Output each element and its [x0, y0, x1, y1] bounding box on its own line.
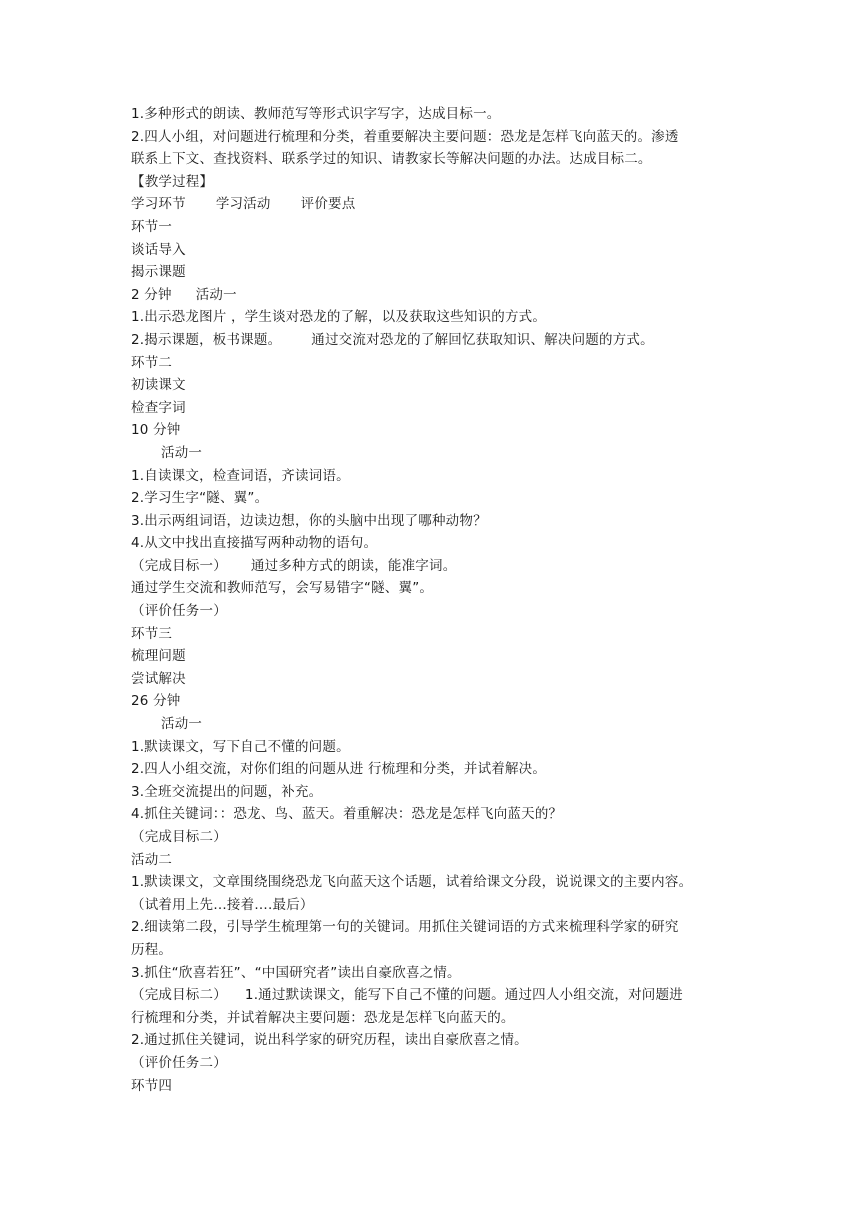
text-line: 行梳理和分类，并试着解决主要问题：恐龙是怎样飞向蓝天的。	[131, 1009, 515, 1026]
text-line: 初读课文	[131, 377, 186, 394]
text-line: 2.四人小组交流，对你们组的问题从进 行梳理和分类，并试着解决。	[131, 761, 547, 778]
text-line: 1.自读课文，检查词语，齐读词语。	[131, 467, 350, 484]
column-header: 学习活动	[215, 196, 271, 213]
evaluation-point: 通过多种方式的朗读，能准字词。	[250, 557, 457, 574]
column-header: 学习环节	[131, 196, 186, 213]
duration: 26 分钟	[131, 693, 181, 710]
duration: 10 分钟	[131, 422, 181, 439]
text-line: 2.学习生字“隧、翼”。	[131, 490, 269, 507]
activity-title: 活动二	[131, 851, 173, 868]
duration: 2 分钟	[131, 286, 172, 303]
text-line: 3.出示两组词语，边读边想，你的头脑中出现了哪种动物？	[131, 512, 487, 529]
text-line: 尝试解决	[131, 670, 186, 687]
text-line: （评价任务二）	[131, 1054, 227, 1071]
section-heading: 【教学过程】	[131, 173, 214, 190]
evaluation-point: 通过交流对恐龙的了解回忆获取知识、解决问题的方式。	[311, 331, 654, 348]
text-line: 谈话导入	[131, 241, 186, 258]
text-line: 1.默读课文，写下自己不懂的问题。	[131, 738, 350, 755]
activity-title: 活动一	[161, 716, 203, 733]
text-line: 2.四人小组，对问题进行梳理和分类，着重要解决主要问题：恐龙是怎样飞向蓝天的。渗透	[131, 128, 679, 145]
text-line: 3.抓住“欣喜若狂”、“中国研究者”读出自豪欣喜之情。	[131, 964, 461, 981]
text-line: 检查字词	[131, 399, 186, 416]
duration-activity-row	[131, 284, 736, 307]
column-header: 评价要点	[300, 196, 356, 213]
stage-title: 环节一	[131, 218, 173, 235]
text-line: 1.多种形式的朗读、教师范写等形式识字写字，达成目标一。	[131, 106, 501, 122]
activity-title: 活动一	[161, 444, 203, 461]
text-line: 2.揭示课题，板书课题。 通过交流对恐龙的了解回忆获取知识、解决问题的方式。	[131, 331, 654, 348]
text-line: 联系上下文、查找资料、联系学过的知识、请教家长等解决问题的办法。达成目标二。	[131, 151, 652, 168]
text-line: （完成目标二）	[131, 829, 227, 845]
text-line: 4.从文中找出直接描写两种动物的语句。	[131, 535, 378, 552]
text-line: 4.抓住关键词：：恐龙、鸟、蓝天。着重解决：恐龙是怎样飞向蓝天的？	[131, 806, 563, 823]
text-line: 梳理问题	[131, 648, 186, 665]
text-line: 3.全班交流提出的问题，补充。	[131, 783, 323, 800]
text-line: 2.细读第二段，引导学生梳理第一句的关键词。用抓住关键词语的方式来梳理科学家的研究	[131, 919, 679, 936]
document-body	[131, 103, 736, 1097]
text-line: （试着用上先…接着….最后）	[131, 896, 314, 913]
text-line: 历程。	[131, 941, 173, 958]
stage-title: 环节四	[131, 1077, 173, 1094]
stage-title: 环节二	[131, 354, 173, 371]
text-line: （完成目标一） 通过多种方式的朗读，能准字词。	[131, 557, 457, 574]
stage-title: 环节三	[131, 625, 173, 642]
table-header-row	[131, 193, 736, 216]
activity-title: 活动一	[195, 286, 237, 303]
text-line: （评价任务一）	[131, 603, 227, 620]
text-line: 通过学生交流和教师范写，会写易错字“隧、翼”。	[131, 580, 434, 597]
text-line: 1.出示恐龙图片 ，学生谈对恐龙的了解，以及获取这些知识的方式。	[131, 309, 547, 326]
evaluation-point: 1.通过默读课文，能写下自己不懂的问题。通过四人小组交流，对问题进	[244, 987, 683, 1004]
text-line: 1.默读课文，文章围绕围绕恐龙飞向蓝天这个话题，试着给课文分段，说说课文的主要内容。	[131, 874, 693, 891]
text-line: （完成目标二） 1.通过默读课文，能写下自己不懂的问题。通过四人小组交流，对问题进	[131, 987, 683, 1004]
text-line: 2.通过抓住关键词，说出科学家的研究历程，读出自豪欣喜之情。	[131, 1032, 528, 1049]
text-line: 揭示课题	[131, 264, 186, 281]
